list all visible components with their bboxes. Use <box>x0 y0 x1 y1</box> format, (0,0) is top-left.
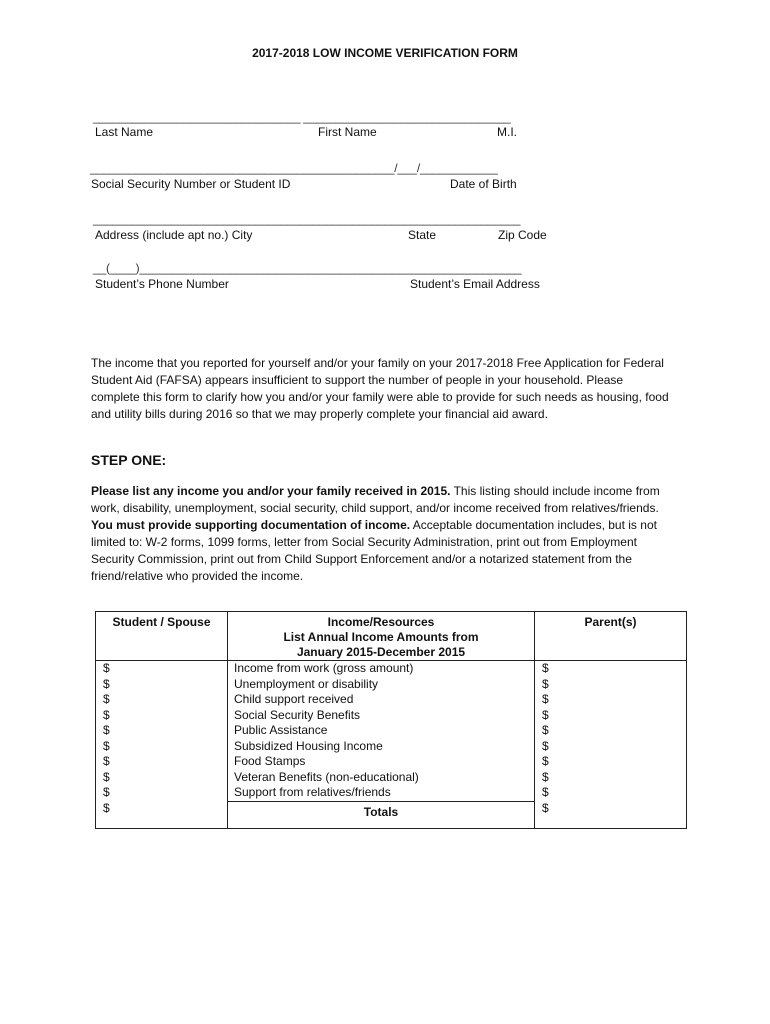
mi-label: M.I. <box>497 125 517 139</box>
state-label: State <box>408 228 437 242</box>
income-item: Support from relatives/friends <box>234 785 391 799</box>
zip-label: Zip Code <box>498 228 547 242</box>
email-label: Student’s Email Address <box>410 277 540 291</box>
address-label: Address (include apt no.) City <box>95 228 253 242</box>
student-dollar: $ <box>103 692 110 706</box>
ssn-dob-underline[interactable]: _______________________________________________/___/____________ <box>90 161 498 175</box>
parent-dollar: $ <box>542 754 549 768</box>
intro-paragraph: The income that you reported for yourself and/or your family on your 2017-2018 Free Application for Federal Student Aid (FAFSA) appears insufficient to support the number of people in your household. Please complete this form to clarify how you and/or your family were able to provide for such needs as housing, food and utility bills during 2016 so that we may properly complete your financial aid award. <box>91 356 669 421</box>
income-item: Unemployment or disability <box>234 676 379 691</box>
instruction-bold-1: Please list any income you and/or your family received in 2015. <box>91 484 451 498</box>
last-name-label: Last Name <box>95 125 154 139</box>
form-title: 2017-2018 LOW INCOME VERIFICATION FORM <box>252 46 518 60</box>
student-dollar: $ <box>103 707 110 722</box>
instruction-bold-2: You must provide supporting documentation of income. <box>91 518 411 532</box>
phone-label: Student’s Phone Number <box>95 277 229 291</box>
instruction-text-2: Acceptable documentation includes, but is not limited to: W-2 forms, 1099 forms, letter from Social Security Administration, print out from Employment Security Commission, print out from Child Support Enforcement and/or a notarized statement from the friend/relative who provided the income. <box>91 518 657 583</box>
parent-dollar: $ <box>542 738 549 753</box>
income-header-line-3: January 2015-December 2015 <box>296 645 466 659</box>
dob-label: Date of Birth <box>450 177 517 191</box>
income-table <box>95 611 687 829</box>
student-dollar: $ <box>103 676 110 691</box>
income-resources-header <box>228 612 535 661</box>
income-item: Subsidized Housing Income <box>234 738 383 753</box>
parent-dollar: $ <box>542 676 549 691</box>
instruction-text-1: This listing should include income from work, disability, unemployment, social security, child support, and/or income received from relatives/friends. <box>91 484 660 515</box>
parent-dollar: $ <box>542 785 549 799</box>
parents-header: Parent(s) <box>535 612 687 661</box>
parent-dollar: $ <box>542 661 549 675</box>
first-name-label: First Name <box>318 125 377 139</box>
income-item: Food Stamps <box>234 754 306 768</box>
income-item: Social Security Benefits <box>234 707 361 722</box>
income-item: Veteran Benefits (non-educational) <box>234 769 419 784</box>
income-header-line-2: List Annual Income Amounts from <box>283 630 479 644</box>
phone-email-underline[interactable]: __(____)___________________________________________________________ <box>93 261 522 275</box>
student-dollar: $ <box>103 738 110 753</box>
parent-dollar: $ <box>542 723 549 737</box>
student-dollar: $ <box>103 754 110 768</box>
income-item: Child support received <box>234 692 354 706</box>
income-header-line-1: Income/Resources <box>327 615 435 629</box>
income-items-column <box>228 661 535 829</box>
student-dollar: $ <box>103 661 110 675</box>
income-item: Income from work (gross amount) <box>234 661 414 675</box>
ssn-label: Social Security Number or Student ID <box>91 177 291 191</box>
parent-dollar: $ <box>542 769 549 784</box>
step-one-instructions <box>91 483 671 585</box>
student-spouse-header: Student / Spouse <box>96 612 228 661</box>
address-underline[interactable]: __________________________________________________________________ <box>93 212 521 226</box>
student-dollar: $ <box>103 723 110 737</box>
totals-label: Totals <box>228 801 534 820</box>
parent-dollar-total: $ <box>542 800 549 815</box>
parent-amounts-column[interactable] <box>535 661 687 829</box>
student-dollar-total: $ <box>103 800 110 815</box>
student-dollar: $ <box>103 769 110 784</box>
table-body-row <box>96 661 687 829</box>
student-dollar: $ <box>103 785 110 799</box>
student-amounts-column[interactable] <box>96 661 228 829</box>
parent-dollar: $ <box>542 692 549 706</box>
name-underline[interactable]: ________________________________ ________________________________ <box>93 110 511 124</box>
step-one-heading: STEP ONE: <box>91 452 167 468</box>
income-item: Public Assistance <box>234 723 328 737</box>
table-header-row <box>96 612 687 661</box>
parent-dollar: $ <box>542 707 549 722</box>
